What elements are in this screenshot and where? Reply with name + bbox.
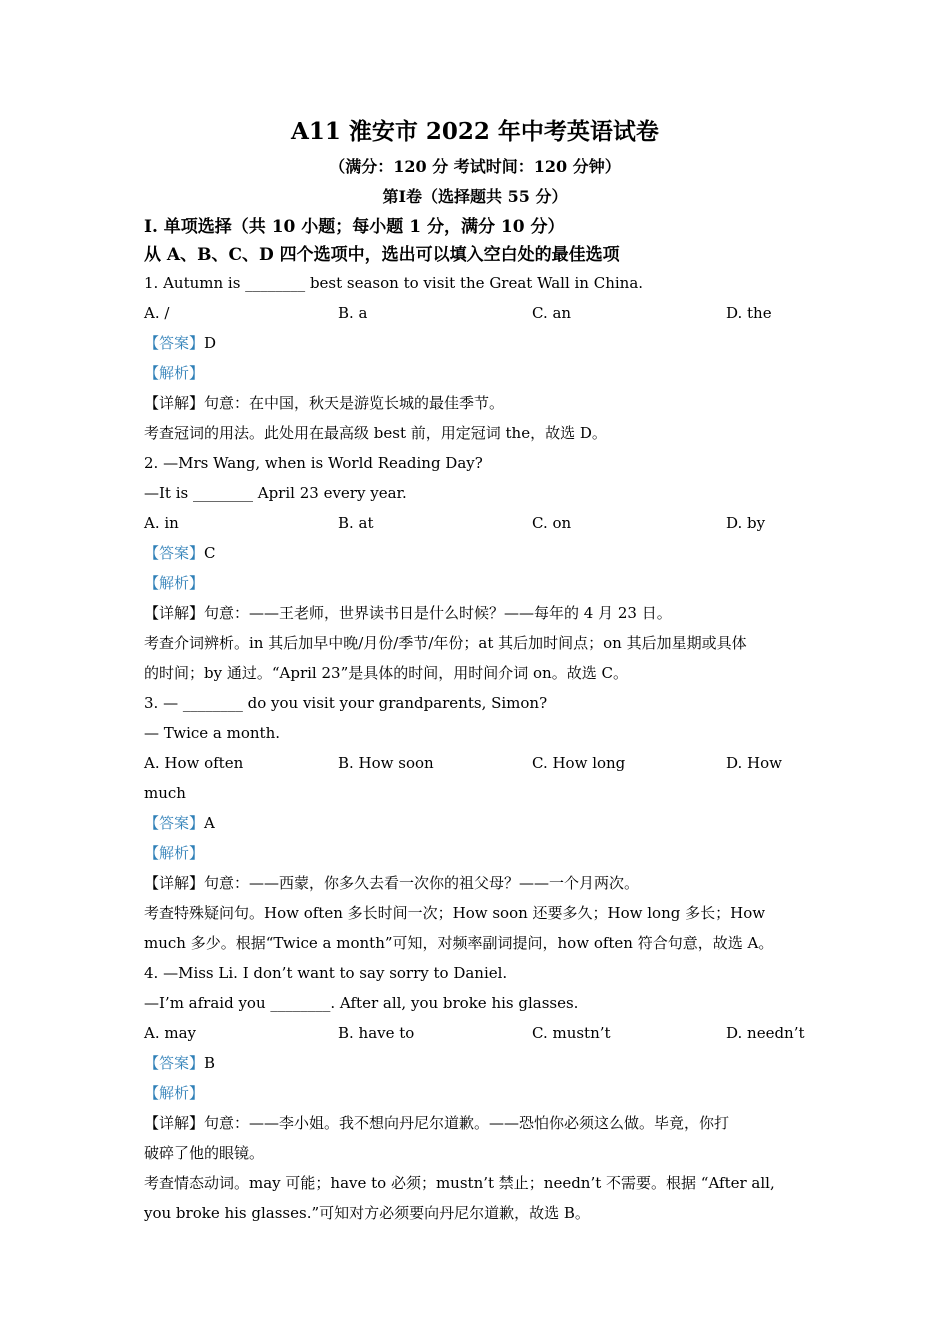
detail-tag: 【详解】 bbox=[144, 604, 205, 622]
explanation-line: 考查特殊疑问句。How often 多长时间一次；How soon 还要多久；How long 多长；How bbox=[144, 904, 766, 922]
section-heading: Ⅰ. 单项选择（共 10 小题；每小题 1 分，满分 10 分） bbox=[144, 217, 565, 237]
question-stem: 1. Autumn is ________ best season to visit the Great Wall in China. bbox=[144, 274, 644, 292]
option-row bbox=[144, 748, 806, 778]
answer-line bbox=[144, 538, 806, 568]
option-row bbox=[144, 508, 806, 538]
answer-tag: 【答案】 bbox=[144, 334, 205, 352]
exam-subtitle: （满分：120 分 考试时间：120 分钟） bbox=[329, 157, 621, 176]
option: B. How soon bbox=[338, 754, 434, 772]
question-stem: —It is ________ April 23 every year. bbox=[144, 484, 407, 502]
option: C. an bbox=[532, 304, 572, 322]
answer-tag: 【答案】 bbox=[144, 1054, 205, 1072]
question-stem: 3. — ________ do you visit your grandparents, Simon? bbox=[144, 694, 548, 712]
detail-line bbox=[144, 868, 806, 898]
option: A. may bbox=[144, 1024, 197, 1042]
exam-title: A11 淮安市 2022 年中考英语试卷 bbox=[291, 118, 659, 145]
detail-line bbox=[144, 1108, 806, 1138]
option-row bbox=[144, 298, 806, 328]
detail-tag: 【详解】 bbox=[144, 394, 205, 412]
question-block bbox=[144, 688, 806, 958]
analysis-line bbox=[144, 358, 806, 388]
option: B. at bbox=[338, 514, 374, 532]
document-content bbox=[144, 112, 806, 1228]
answer-tag: 【答案】 bbox=[144, 544, 205, 562]
explanation-line: 考查冠词的用法。此处用在最高级 best 前，用定冠词 the，故选 D。 bbox=[144, 424, 607, 442]
option: C. mustn’t bbox=[532, 1024, 611, 1042]
question-block bbox=[144, 958, 806, 1228]
analysis-line bbox=[144, 568, 806, 598]
answer-tag: 【答案】 bbox=[144, 814, 205, 832]
option: C. on bbox=[532, 514, 572, 532]
option-wrap: much bbox=[144, 784, 186, 802]
detail-tag: 【详解】 bbox=[144, 1114, 205, 1132]
option: B. have to bbox=[338, 1024, 415, 1042]
option: C. How long bbox=[532, 754, 626, 772]
detail-tag: 【详解】 bbox=[144, 874, 205, 892]
analysis-line bbox=[144, 1078, 806, 1108]
answer-line bbox=[144, 328, 806, 358]
part-heading: 第Ⅰ卷（选择题共 55 分） bbox=[382, 187, 568, 206]
option: D. by bbox=[726, 514, 766, 532]
section-instruction: 从 A、B、C、D 四个选项中，选出可以填入空白处的最佳选项 bbox=[144, 245, 620, 265]
question-block bbox=[144, 268, 806, 448]
analysis-line bbox=[144, 838, 806, 868]
question-stem: —I’m afraid you ________. After all, you broke his glasses. bbox=[144, 994, 579, 1012]
detail-text: 句意：——李小姐。我不想向丹尼尔道歉。——恐怕你必须这么做。毕竟，你打 bbox=[204, 1114, 730, 1132]
analysis-tag: 【解析】 bbox=[144, 844, 205, 862]
option: D. How bbox=[726, 754, 782, 772]
question-stem: 4. —Miss Li. I don’t want to say sorry to Daniel. bbox=[144, 964, 508, 982]
option-row bbox=[144, 1018, 806, 1048]
detail-text: 句意：在中国，秋天是游览长城的最佳季节。 bbox=[204, 394, 505, 412]
detail-text: 句意：——西蒙，你多久去看一次你的祖父母？——一个月两次。 bbox=[204, 874, 640, 892]
question-stem: — Twice a month. bbox=[144, 724, 281, 742]
question-list bbox=[144, 268, 806, 1228]
analysis-tag: 【解析】 bbox=[144, 1084, 205, 1102]
option: D. the bbox=[726, 304, 772, 322]
analysis-tag: 【解析】 bbox=[144, 574, 205, 592]
answer-value: B bbox=[204, 1054, 216, 1072]
analysis-tag: 【解析】 bbox=[144, 364, 205, 382]
explanation-line: 考查介词辨析。in 其后加早中晚/月份/季节/年份；at 其后加时间点；on 其后加星期或具体 bbox=[144, 634, 747, 652]
option: A. in bbox=[144, 514, 179, 532]
detail-line bbox=[144, 388, 806, 418]
answer-value: C bbox=[204, 544, 216, 562]
answer-value: A bbox=[204, 814, 215, 832]
explanation-line: you broke his glasses.”可知对方必须要向丹尼尔道歉，故选 B。 bbox=[144, 1204, 590, 1222]
question-stem: 2. —Mrs Wang, when is World Reading Day? bbox=[144, 454, 483, 472]
answer-value: D bbox=[204, 334, 217, 352]
explanation-line: much 多少。根据“Twice a month”可知，对频率副词提问，how often 符合句意，故选 A。 bbox=[144, 934, 774, 952]
explanation-line: 考查情态动词。may 可能；have to 必须；mustn’t 禁止；needn’t 不需要。根据 “After all, bbox=[144, 1174, 775, 1192]
option: B. a bbox=[338, 304, 368, 322]
detail-text: 破碎了他的眼镜。 bbox=[144, 1144, 265, 1162]
detail-text: 句意：——王老师，世界读书日是什么时候？——每年的 4 月 23 日。 bbox=[204, 604, 672, 622]
explanation-line: 的时间；by 通过。“April 23”是具体的时间，用时间介词 on。故选 C。 bbox=[144, 664, 628, 682]
detail-line bbox=[144, 1138, 806, 1168]
answer-line bbox=[144, 1048, 806, 1078]
question-block bbox=[144, 448, 806, 688]
option: A. / bbox=[144, 304, 170, 322]
answer-line bbox=[144, 808, 806, 838]
detail-line bbox=[144, 598, 806, 628]
option: D. needn’t bbox=[726, 1024, 805, 1042]
option: A. How often bbox=[144, 754, 244, 772]
